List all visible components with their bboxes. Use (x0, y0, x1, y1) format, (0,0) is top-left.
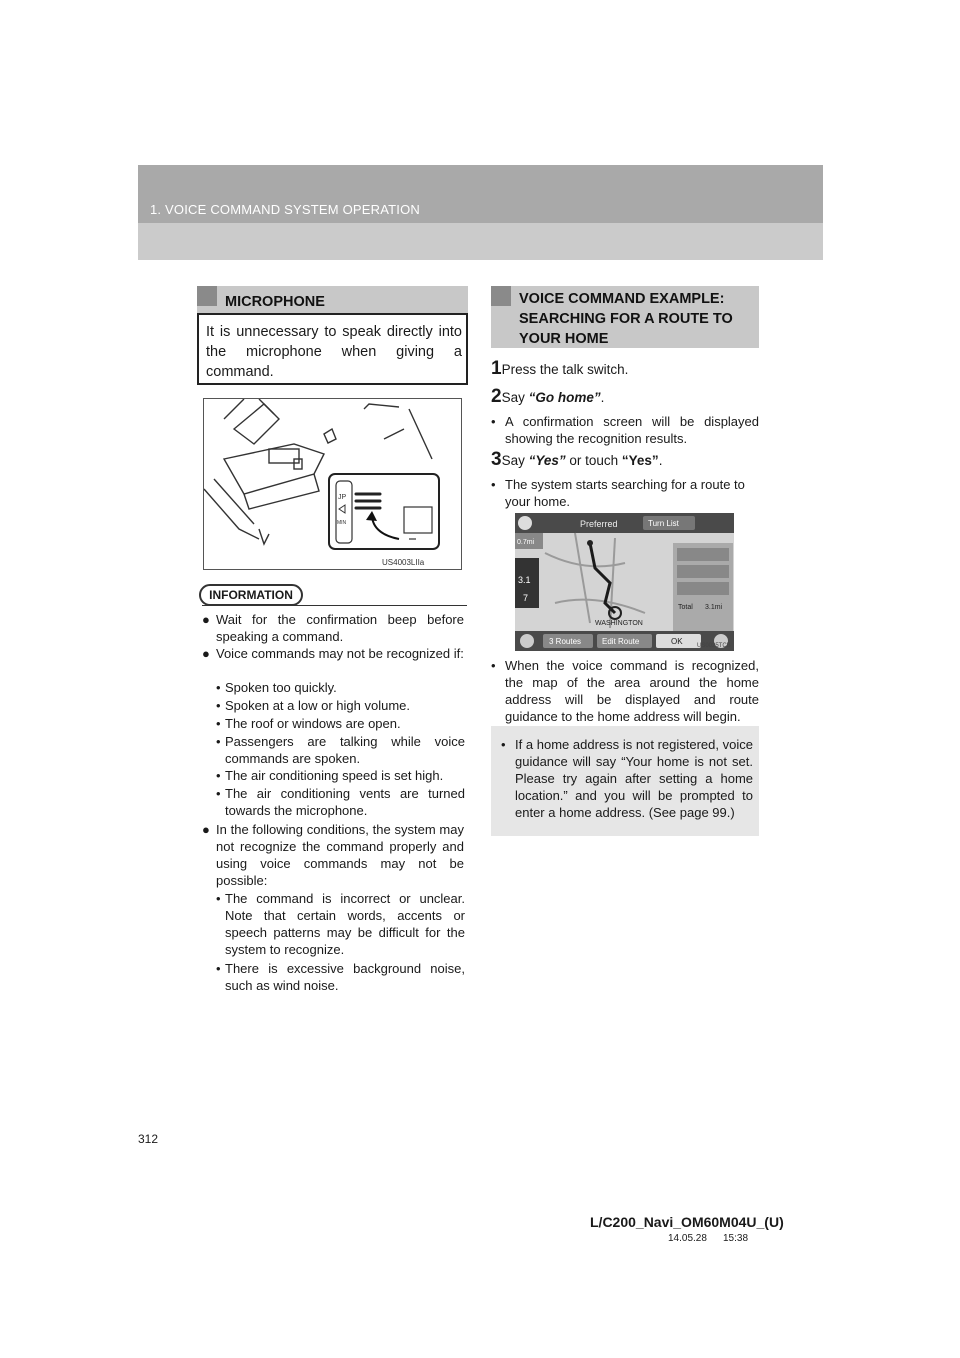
home-address-note-box: • If a home address is not registered, voice guidance will say “Your home is not set. Please try again after setting a home location.” and you will be prompted to enter a home address. (See page 99.) (491, 726, 759, 836)
step-text-mid: or touch (565, 453, 622, 468)
microphone-section-bar (197, 286, 468, 313)
info-subitem-text: There is excessive background noise, such as wind noise. (225, 961, 465, 993)
home-marker-icon (587, 540, 593, 546)
information-rule (202, 605, 467, 606)
voice-command-text: “Go home” (528, 390, 601, 405)
voice-example-title: VOICE COMMAND EXAMPLE: SEARCHING FOR A ROUTE TO YOUR HOME (519, 291, 733, 347)
microphone-illustration (203, 398, 462, 570)
microphone-title: MICROPHONE (225, 294, 325, 310)
ok-button-label: OK (671, 637, 683, 646)
overhead-console-drawing (204, 399, 461, 569)
screen-top-label: Preferred (580, 519, 618, 529)
step-text-end: . (658, 453, 663, 468)
map-location-label: WASHINGTON (595, 620, 643, 627)
step-text: Say (501, 453, 529, 468)
bullet-icon: ● (202, 612, 210, 627)
note-text: The system starts searching for a route to your home. (505, 477, 745, 509)
distance-value-2: 7 (523, 593, 529, 603)
step-number: 2 (491, 386, 502, 407)
distance-value: 3.1 (518, 575, 531, 585)
step-text: Say (501, 390, 529, 405)
info-subitem-text: Passengers are talking while voice commands are spoken. (225, 734, 465, 766)
info-item-text: In the following conditions, the system may not recognize the command properly and using voice commands may not be possible: (216, 822, 464, 888)
total-value: 3.1mi (705, 604, 723, 611)
route-map-drawing (515, 513, 734, 651)
info-subitem-text: The air conditioning speed is set high. (225, 768, 444, 783)
total-label: Total (678, 604, 693, 611)
info-item-text: Voice commands may not be recognized if: (216, 646, 464, 661)
step-2 (491, 386, 759, 408)
navigation-image-code: US0025TCB (697, 643, 731, 649)
note-text: A confirmation screen will be displayed showing the recognition results. (505, 414, 759, 446)
section-marker (197, 286, 217, 306)
info-subitem-text: Spoken at a low or high volume. (225, 698, 410, 713)
scale-label: 0.7mi (517, 539, 535, 546)
step-1 (491, 358, 759, 380)
info-icon (518, 516, 532, 530)
zoom-in-icon (520, 634, 534, 648)
step-text: Press the talk switch. (501, 362, 629, 377)
page-number: 312 (138, 1132, 159, 1146)
step-number: 1 (491, 358, 502, 379)
info-subitem-text: The air conditioning vents are turned towards the microphone. (225, 786, 465, 818)
turn-list-button-label: Turn List (648, 519, 679, 528)
info-subitem-text: Spoken too quickly. (225, 680, 337, 695)
info-item-text: Wait for the confirmation beep before speaking a command. (216, 612, 464, 644)
note-text: When the voice command is recognized, the map of the area around the home address will be displayed and route guidance to the home address will begin. (505, 658, 759, 724)
yes-button-reference: “Yes” (621, 453, 659, 468)
edit-route-button-label: Edit Route (602, 637, 640, 646)
three-routes-button-label: 3 Routes (549, 637, 582, 646)
microphone-text: It is unnecessary to speak directly into the microphone when giving a command. (206, 324, 462, 380)
microphone-box (197, 313, 468, 385)
bullet-icon: ● (202, 646, 210, 661)
switch-label-min: MIN (337, 520, 347, 526)
document-date: 14.05.28 (668, 1233, 707, 1244)
info-subitem-text: The roof or windows are open. (225, 716, 401, 731)
information-tag: INFORMATION (199, 584, 303, 606)
header-subband (138, 223, 823, 260)
document-time: 15:38 (723, 1233, 749, 1244)
microphone-image-code: US4003LIIa (382, 558, 425, 567)
voice-example-section-bar (491, 286, 759, 348)
switch-label-jp: JP (338, 494, 347, 501)
step-3 (491, 449, 759, 471)
section-header-title: 1. VOICE COMMAND SYSTEM OPERATION (150, 202, 421, 217)
bullet-icon: ● (202, 822, 210, 837)
step-number: 3 (491, 449, 502, 470)
section-marker (491, 286, 511, 306)
step-text-end: . (600, 390, 605, 405)
navigation-screen-image (515, 513, 734, 651)
info-subitem-text: The command is incorrect or unclear. Note that certain words, accents or speech patterns may be difficult for the system to recognize. (225, 891, 465, 957)
note-text: If a home address is not registered, voice guidance will say “Your home is not set. Please try again after setting a home location.” and you will be prompted to enter a home address. (See page 99.) (515, 737, 753, 820)
document-code: L/C200_Navi_OM60M04U_(U) (590, 1214, 784, 1230)
voice-command-text: “Yes” (528, 453, 566, 468)
